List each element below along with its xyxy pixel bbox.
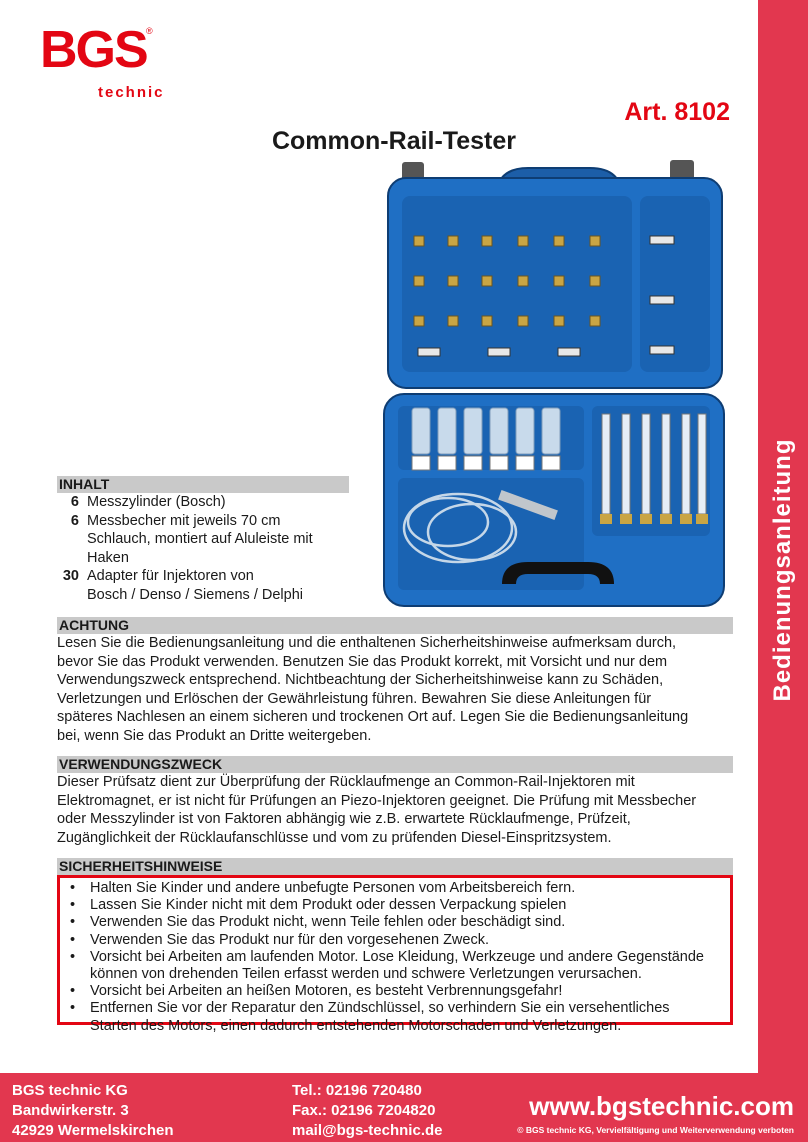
list-item [57, 567, 357, 604]
safety-list [66, 880, 724, 1035]
company-name: BGS technic KG [12, 1082, 128, 1099]
side-band [758, 0, 808, 1073]
text-line: können von drehenden Teilen erfasst werden und schwere Verletzungen verursachen. [90, 966, 642, 983]
purpose-text [57, 773, 733, 847]
footer [0, 1073, 808, 1142]
side-label: Bedienungsanleitung [769, 438, 796, 702]
email-address: mail@bgs-technic.de [292, 1122, 443, 1139]
phone-number: Tel.: 02196 720480 [292, 1082, 422, 1099]
item-quantity: 6 [70, 512, 79, 529]
list-item [66, 932, 724, 949]
list-item [66, 880, 724, 897]
item-quantity: 30 [62, 568, 79, 584]
fax-number: Fax.: 02196 7204820 [292, 1102, 436, 1119]
contents-heading: INHALT [57, 476, 349, 493]
text-line: bei, wenn Sie das Produkt an Dritte weitergeben. [57, 727, 372, 744]
text-line: Verwendungszweck entsprechend. Nichtbeachtung der Sicherheitshinweise kann zu Schäden, [57, 672, 664, 689]
contents-list [57, 493, 357, 604]
text-line: Lesen Sie die Bedienungsanleitung und die enthaltenen Sicherheitshinweise aufmerksam durch, [57, 635, 677, 651]
text-line: Starten des Motors, einen dadurch entstehenden Motorschaden und Verletzungen. [90, 1017, 622, 1034]
list-item [66, 914, 724, 931]
page-title: Common-Rail-Tester [271, 127, 516, 155]
product-case-image [378, 160, 730, 610]
text-line: Dieser Prüfsatz dient zur Überprüfung der Rücklaufmenge an Common-Rail-Injektoren mit [57, 774, 635, 790]
item-description [87, 512, 357, 568]
text-line: • Vorsicht bei Arbeiten am laufenden Motor. Lose Kleidung, Werkzeuge und andere Gegenstände [90, 948, 704, 965]
attention-text [57, 634, 733, 746]
brand-logo [40, 21, 165, 101]
text-line: • Verwenden Sie das Produkt nicht, wenn Teile fehlen oder beschädigt sind. [90, 914, 566, 931]
text-line: • Verwenden Sie das Produkt nur für den vorgesehenen Zweck. [90, 931, 489, 948]
copyright-notice: © BGS technic KG, Vervielfältigung und Weiterverwendung verboten [517, 1125, 794, 1135]
list-item [57, 493, 357, 512]
footer-contact [292, 1081, 443, 1141]
text-line: Verletzungen und Erlöschen der Gewährleistung führen. Bewahren Sie diese Anleitungen für [57, 690, 652, 707]
text-line: • Halten Sie Kinder und andere unbefugte Personen vom Arbeitsbereich fern. [90, 880, 576, 896]
description-line: Messbecher mit jeweils 70 cm [87, 512, 281, 529]
logo-mark: BGS [40, 21, 147, 79]
description-line: Adapter für Injektoren von [87, 568, 254, 584]
list-item [66, 1000, 724, 1034]
purpose-heading: VERWENDUNGSZWECK [57, 756, 733, 773]
description-line: Schlauch, montiert auf Aluleiste mit [87, 531, 313, 547]
attention-heading: ACHTUNG [57, 617, 733, 634]
website-link[interactable]: www.bgstechnic.com [529, 1091, 794, 1121]
city-address: 42929 Wermelskirchen [12, 1122, 174, 1139]
text-line: oder Messzylinder ist von Faktoren abhängig wie z.B. erwartete Rücklaufmenge, Prüfzeit, [57, 811, 631, 828]
list-item [66, 949, 724, 983]
text-line: späteres Nachlesen an einem sicheren und trockenen Ort auf. Legen Sie die Bedienungsanleitung [57, 709, 689, 726]
text-line: Zugänglichkeit der Rücklaufanschlüsse und vom zu prüfenden Diesel-Einspritzsystem. [57, 829, 612, 846]
list-item [66, 983, 724, 1000]
item-description [87, 567, 357, 604]
footer-address [12, 1081, 174, 1141]
item-quantity: 6 [70, 494, 79, 510]
logo-subtext: technic [98, 84, 165, 101]
list-item [66, 897, 724, 914]
description-line: Messzylinder (Bosch) [87, 494, 226, 510]
logo-registered-mark: ® [146, 26, 153, 36]
safety-box [57, 875, 733, 1034]
text-line: • Vorsicht bei Arbeiten an heißen Motoren, es besteht Verbrennungsgefahr! [90, 983, 563, 1000]
safety-heading: SICHERHEITSHINWEISE [57, 858, 733, 875]
article-number: Art. 8102 [624, 98, 730, 126]
description-line: Haken [87, 549, 129, 566]
list-item [57, 512, 357, 568]
text-line: bevor Sie das Produkt verwenden. Benutzen Sie das Produkt korrekt, mit Vorsicht und nur dem [57, 653, 668, 670]
street-address: Bandwirkerstr. 3 [12, 1102, 129, 1119]
text-line: • Entfernen Sie vor der Reparatur den Zündschlüssel, so verhindern Sie ein versehentliches [90, 1000, 670, 1017]
text-line: Elektromagnet, er ist nicht für Prüfungen an Piezo-Injektoren geeignet. Die Prüfung mit Messbecher [57, 792, 697, 809]
text-line: • Lassen Sie Kinder nicht mit dem Produkt oder dessen Verpackung spielen [90, 897, 567, 914]
item-description [87, 493, 357, 512]
description-line: Bosch / Denso / Siemens / Delphi [87, 586, 303, 603]
